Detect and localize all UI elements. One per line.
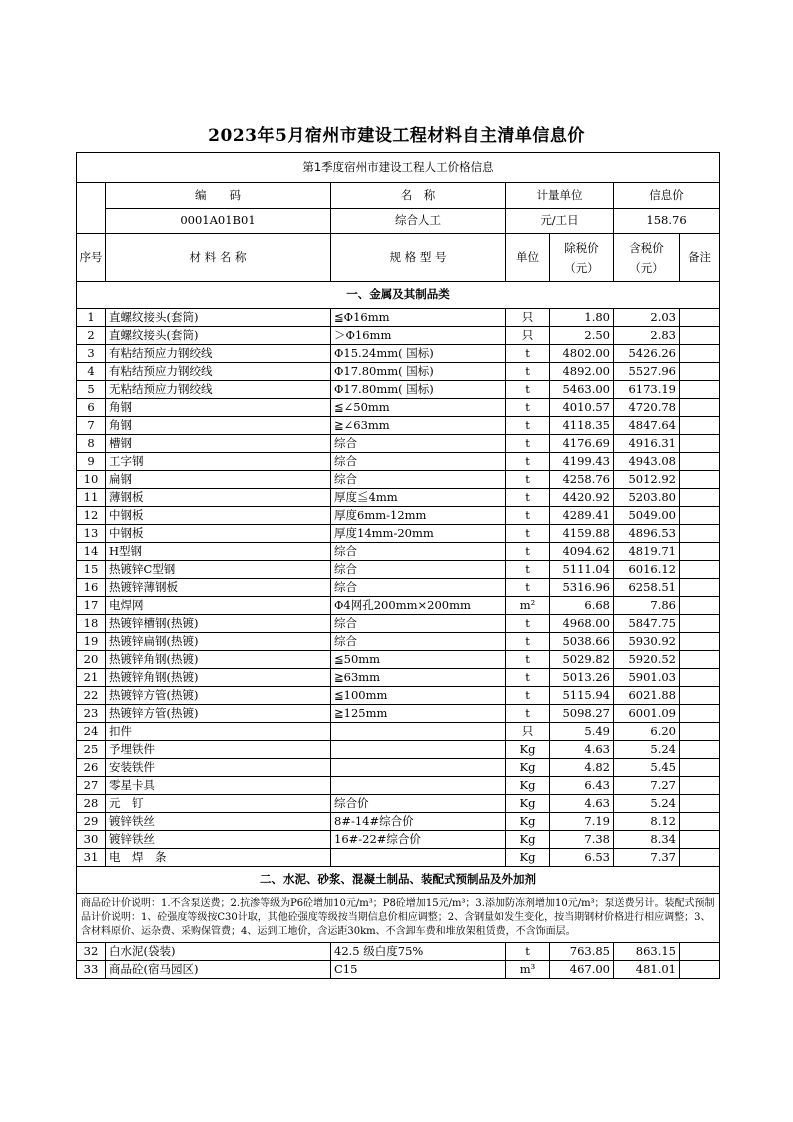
section-title: 一、金属及其制品类 — [77, 282, 720, 309]
row-seq: 4 — [77, 363, 106, 381]
row-taxed-price: 481.01 — [614, 961, 680, 979]
row-spec: 厚度6mm-12mm — [331, 507, 506, 525]
row-spec: 综合 — [331, 633, 506, 651]
table-row — [77, 345, 720, 363]
row-spec: ＞Φ16mm — [331, 327, 506, 345]
row-seq: 25 — [77, 741, 106, 759]
row-seq: 7 — [77, 417, 106, 435]
table-row — [77, 777, 720, 795]
row-taxed-price: 4720.78 — [614, 399, 680, 417]
row-spec — [331, 777, 506, 795]
row-material-name: 有粘结预应力钢绞线 — [106, 345, 331, 363]
row-pretax-price: 4094.62 — [550, 543, 614, 561]
row-pretax-price: 1.80 — [550, 309, 614, 327]
row-pretax-price: 5098.27 — [550, 705, 614, 723]
table-row — [77, 561, 720, 579]
row-pretax-price: 5029.82 — [550, 651, 614, 669]
table-row — [77, 669, 720, 687]
row-seq: 18 — [77, 615, 106, 633]
labor-blank-cell — [77, 183, 106, 234]
col-pretax — [550, 234, 614, 282]
row-material-name: 热镀锌方管(热镀) — [106, 705, 331, 723]
row-seq: 10 — [77, 471, 106, 489]
row-spec: C15 — [331, 961, 506, 979]
row-pretax-price: 4.63 — [550, 741, 614, 759]
row-pretax-price: 2.50 — [550, 327, 614, 345]
table-row — [77, 759, 720, 777]
row-remark — [680, 723, 720, 741]
row-spec: 综合 — [331, 579, 506, 597]
row-material-name: 热镀锌槽钢(热镀) — [106, 615, 331, 633]
row-spec: 16#-22#综合价 — [331, 831, 506, 849]
row-remark — [680, 579, 720, 597]
row-taxed-price: 8.12 — [614, 813, 680, 831]
row-seq: 14 — [77, 543, 106, 561]
table-row — [77, 327, 720, 345]
row-remark — [680, 651, 720, 669]
row-remark — [680, 831, 720, 849]
table-row — [77, 723, 720, 741]
col-spec: 规 格 型 号 — [331, 234, 506, 282]
row-unit: m³ — [506, 961, 550, 979]
row-taxed-price: 6016.12 — [614, 561, 680, 579]
row-pretax-price: 4118.35 — [550, 417, 614, 435]
row-unit: t — [506, 417, 550, 435]
row-material-name: 电 焊 条 — [106, 849, 331, 867]
row-pretax-price: 5316.96 — [550, 579, 614, 597]
row-taxed-price: 6021.88 — [614, 687, 680, 705]
row-material-name: 直螺纹接头(套筒) — [106, 327, 331, 345]
row-material-name: 热镀锌角钢(热镀) — [106, 651, 331, 669]
row-taxed-price: 7.86 — [614, 597, 680, 615]
row-spec: ≦∠50mm — [331, 399, 506, 417]
row-pretax-price: 4420.92 — [550, 489, 614, 507]
row-pretax-price: 4.82 — [550, 759, 614, 777]
row-taxed-price: 5527.96 — [614, 363, 680, 381]
labor-unit-header: 计量单位 — [506, 183, 614, 209]
row-pretax-price: 4289.41 — [550, 507, 614, 525]
row-taxed-price: 5920.52 — [614, 651, 680, 669]
row-material-name: 镀锌铁丝 — [106, 813, 331, 831]
row-taxed-price: 7.27 — [614, 777, 680, 795]
table-row — [77, 597, 720, 615]
row-material-name: 中钢板 — [106, 507, 331, 525]
labor-price-header: 信息价 — [614, 183, 720, 209]
row-seq: 28 — [77, 795, 106, 813]
row-unit: t — [506, 669, 550, 687]
col-taxed-line2: （元） — [629, 260, 664, 275]
row-material-name: 槽钢 — [106, 435, 331, 453]
table-row — [77, 453, 720, 471]
table-row — [77, 813, 720, 831]
row-material-name: 商品砼(宿马园区) — [106, 961, 331, 979]
row-remark — [680, 399, 720, 417]
row-unit: Kg — [506, 777, 550, 795]
row-remark — [680, 363, 720, 381]
col-seq: 序号 — [77, 234, 106, 282]
price-table — [76, 152, 720, 979]
row-pretax-price: 5463.00 — [550, 381, 614, 399]
col-remark: 备注 — [680, 234, 720, 282]
row-spec: ≧125mm — [331, 705, 506, 723]
row-taxed-price: 4819.71 — [614, 543, 680, 561]
row-pretax-price: 467.00 — [550, 961, 614, 979]
row-unit: m² — [506, 597, 550, 615]
row-remark — [680, 417, 720, 435]
section-note: 商品砼计价说明：1.不含泵送费；2.抗渗等级为P6砼增加10元/m³；P8砼增加15元/m³；3.添加防冻剂增加10元/m³；泵送费另计。装配式预制品计价说明：1、砼强度等级按C30计取，其他砼强度等级按当期信息价相应调整；2、含钢量如发生变化，按当期钢材价格进行相应调整；3、含材料原价、运杂费、采购保管费；4、运到工地价，含运距30km、不含卸车费和堆放架租赁费，不含饰面层。 — [77, 894, 720, 943]
row-taxed-price: 6.20 — [614, 723, 680, 741]
row-taxed-price: 4896.53 — [614, 525, 680, 543]
row-spec: 综合 — [331, 435, 506, 453]
row-remark — [680, 759, 720, 777]
row-unit: 只 — [506, 327, 550, 345]
row-remark — [680, 489, 720, 507]
row-spec — [331, 759, 506, 777]
labor-unit: 元/工日 — [506, 209, 614, 234]
row-unit: t — [506, 435, 550, 453]
row-taxed-price: 4847.64 — [614, 417, 680, 435]
row-seq: 8 — [77, 435, 106, 453]
row-taxed-price: 7.37 — [614, 849, 680, 867]
row-remark — [680, 597, 720, 615]
row-seq: 1 — [77, 309, 106, 327]
row-material-name: 直螺纹接头(套筒) — [106, 309, 331, 327]
row-remark — [680, 309, 720, 327]
row-unit: t — [506, 525, 550, 543]
row-unit: t — [506, 489, 550, 507]
row-material-name: 安装铁件 — [106, 759, 331, 777]
row-material-name: 热镀锌薄钢板 — [106, 579, 331, 597]
row-seq: 9 — [77, 453, 106, 471]
row-pretax-price: 4892.00 — [550, 363, 614, 381]
row-pretax-price: 4199.43 — [550, 453, 614, 471]
row-spec: ≦100mm — [331, 687, 506, 705]
row-material-name: 无粘结预应力钢绞线 — [106, 381, 331, 399]
row-remark — [680, 813, 720, 831]
row-seq: 13 — [77, 525, 106, 543]
row-taxed-price: 5012.92 — [614, 471, 680, 489]
table-row — [77, 705, 720, 723]
row-pretax-price: 6.68 — [550, 597, 614, 615]
row-pretax-price: 4.63 — [550, 795, 614, 813]
row-remark — [680, 507, 720, 525]
row-taxed-price: 6173.19 — [614, 381, 680, 399]
row-remark — [680, 943, 720, 961]
row-remark — [680, 381, 720, 399]
row-remark — [680, 795, 720, 813]
col-material: 材 料 名 称 — [106, 234, 331, 282]
row-unit: t — [506, 615, 550, 633]
row-taxed-price: 8.34 — [614, 831, 680, 849]
row-taxed-price: 5203.80 — [614, 489, 680, 507]
table-row — [77, 417, 720, 435]
table-row — [77, 525, 720, 543]
row-spec: 综合价 — [331, 795, 506, 813]
row-remark — [680, 741, 720, 759]
row-seq: 29 — [77, 813, 106, 831]
row-spec: Φ15.24mm( 国标) — [331, 345, 506, 363]
row-spec: 42.5 级白度75% — [331, 943, 506, 961]
table-row — [77, 741, 720, 759]
row-seq: 22 — [77, 687, 106, 705]
table-row — [77, 381, 720, 399]
row-unit: Kg — [506, 849, 550, 867]
row-pretax-price: 4802.00 — [550, 345, 614, 363]
labor-code-header: 编 码 — [106, 183, 331, 209]
row-seq: 23 — [77, 705, 106, 723]
row-material-name: 零星卡具 — [106, 777, 331, 795]
row-seq: 5 — [77, 381, 106, 399]
row-pretax-price: 4010.57 — [550, 399, 614, 417]
row-taxed-price: 4943.08 — [614, 453, 680, 471]
table-row — [77, 633, 720, 651]
row-remark — [680, 687, 720, 705]
row-taxed-price: 5930.92 — [614, 633, 680, 651]
row-seq: 3 — [77, 345, 106, 363]
row-taxed-price: 5.45 — [614, 759, 680, 777]
row-pretax-price: 5115.94 — [550, 687, 614, 705]
row-remark — [680, 435, 720, 453]
row-taxed-price: 5426.26 — [614, 345, 680, 363]
row-unit: t — [506, 471, 550, 489]
row-remark — [680, 471, 720, 489]
row-unit: Kg — [506, 831, 550, 849]
table-row — [77, 961, 720, 979]
row-spec — [331, 723, 506, 741]
labor-heading: 第1季度宿州市建设工程人工价格信息 — [77, 153, 720, 183]
row-spec: 综合 — [331, 543, 506, 561]
row-pretax-price: 7.38 — [550, 831, 614, 849]
row-pretax-price: 4258.76 — [550, 471, 614, 489]
row-material-name: 热镀锌角钢(热镀) — [106, 669, 331, 687]
row-unit: 只 — [506, 309, 550, 327]
row-spec: ≦50mm — [331, 651, 506, 669]
table-row — [77, 399, 720, 417]
row-taxed-price: 6258.51 — [614, 579, 680, 597]
row-material-name: 热镀锌方管(热镀) — [106, 687, 331, 705]
row-seq: 11 — [77, 489, 106, 507]
row-seq: 32 — [77, 943, 106, 961]
row-spec: 综合 — [331, 471, 506, 489]
row-taxed-price: 863.15 — [614, 943, 680, 961]
row-seq: 15 — [77, 561, 106, 579]
table-row — [77, 507, 720, 525]
row-material-name: 工字钢 — [106, 453, 331, 471]
row-unit: t — [506, 705, 550, 723]
table-row — [77, 579, 720, 597]
row-spec — [331, 741, 506, 759]
row-unit: t — [506, 345, 550, 363]
row-remark — [680, 453, 720, 471]
table-row — [77, 651, 720, 669]
row-pretax-price: 5013.26 — [550, 669, 614, 687]
row-unit: t — [506, 943, 550, 961]
row-unit: 只 — [506, 723, 550, 741]
row-remark — [680, 543, 720, 561]
labor-header-row — [77, 183, 720, 209]
row-taxed-price: 5.24 — [614, 795, 680, 813]
row-seq: 21 — [77, 669, 106, 687]
row-unit: t — [506, 453, 550, 471]
row-pretax-price: 7.19 — [550, 813, 614, 831]
row-pretax-price: 4968.00 — [550, 615, 614, 633]
col-taxed-line1: 含税价 — [629, 240, 664, 255]
row-pretax-price: 5111.04 — [550, 561, 614, 579]
row-seq: 19 — [77, 633, 106, 651]
row-seq: 16 — [77, 579, 106, 597]
col-unit: 单位 — [506, 234, 550, 282]
row-seq: 2 — [77, 327, 106, 345]
row-seq: 12 — [77, 507, 106, 525]
row-pretax-price: 763.85 — [550, 943, 614, 961]
row-pretax-price: 6.43 — [550, 777, 614, 795]
row-remark — [680, 633, 720, 651]
row-remark — [680, 345, 720, 363]
row-remark — [680, 705, 720, 723]
row-seq: 20 — [77, 651, 106, 669]
row-pretax-price: 5.49 — [550, 723, 614, 741]
row-unit: Kg — [506, 741, 550, 759]
labor-heading-row — [77, 153, 720, 183]
table-row — [77, 543, 720, 561]
section-header-row — [77, 867, 720, 894]
row-pretax-price: 5038.66 — [550, 633, 614, 651]
row-unit: Kg — [506, 759, 550, 777]
row-remark — [680, 849, 720, 867]
row-material-name: 扣件 — [106, 723, 331, 741]
row-seq: 24 — [77, 723, 106, 741]
row-remark — [680, 777, 720, 795]
table-row — [77, 435, 720, 453]
row-seq: 17 — [77, 597, 106, 615]
row-unit: t — [506, 507, 550, 525]
row-remark — [680, 327, 720, 345]
row-taxed-price: 5049.00 — [614, 507, 680, 525]
table-row — [77, 363, 720, 381]
row-spec: 综合 — [331, 453, 506, 471]
row-material-name: 予埋铁件 — [106, 741, 331, 759]
row-pretax-price: 4159.88 — [550, 525, 614, 543]
table-row — [77, 489, 720, 507]
row-spec: 综合 — [331, 561, 506, 579]
row-spec: ≧63mm — [331, 669, 506, 687]
row-spec: 厚度≦4mm — [331, 489, 506, 507]
row-remark — [680, 669, 720, 687]
col-pretax-line2: （元） — [564, 260, 599, 275]
row-material-name: 扁钢 — [106, 471, 331, 489]
col-taxed — [614, 234, 680, 282]
row-pretax-price: 4176.69 — [550, 435, 614, 453]
row-taxed-price: 5847.75 — [614, 615, 680, 633]
section-title: 二、水泥、砂浆、混凝土制品、装配式预制品及外加剂 — [77, 867, 720, 894]
row-taxed-price: 6001.09 — [614, 705, 680, 723]
row-spec: 厚度14mm-20mm — [331, 525, 506, 543]
row-material-name: 中钢板 — [106, 525, 331, 543]
table-row — [77, 795, 720, 813]
row-remark — [680, 961, 720, 979]
row-material-name: 镀锌铁丝 — [106, 831, 331, 849]
row-spec: Φ17.80mm( 国标) — [331, 381, 506, 399]
row-taxed-price: 2.03 — [614, 309, 680, 327]
column-header-row — [77, 234, 720, 282]
col-pretax-line1: 除税价 — [564, 240, 599, 255]
row-material-name: 角钢 — [106, 399, 331, 417]
row-material-name: 白水泥(袋装) — [106, 943, 331, 961]
labor-name: 综合人工 — [331, 209, 506, 234]
row-spec: Φ17.80mm( 国标) — [331, 363, 506, 381]
row-unit: t — [506, 651, 550, 669]
row-taxed-price: 2.83 — [614, 327, 680, 345]
row-unit: t — [506, 381, 550, 399]
row-unit: t — [506, 561, 550, 579]
row-remark — [680, 525, 720, 543]
table-row — [77, 471, 720, 489]
row-spec — [331, 849, 506, 867]
page-title: 2023年5月宿州市建设工程材料自主清单信息价 — [208, 126, 585, 146]
row-unit: Kg — [506, 795, 550, 813]
table-row — [77, 615, 720, 633]
row-unit: Kg — [506, 813, 550, 831]
row-seq: 33 — [77, 961, 106, 979]
table-row — [77, 309, 720, 327]
row-seq: 31 — [77, 849, 106, 867]
row-taxed-price: 5.24 — [614, 741, 680, 759]
row-material-name: 热镀锌扁钢(热镀) — [106, 633, 331, 651]
row-material-name: 角钢 — [106, 417, 331, 435]
row-material-name: 热镀锌C型钢 — [106, 561, 331, 579]
row-seq: 27 — [77, 777, 106, 795]
table-row — [77, 849, 720, 867]
row-material-name: H型钢 — [106, 543, 331, 561]
row-material-name: 元 钉 — [106, 795, 331, 813]
row-spec: 8#-14#综合价 — [331, 813, 506, 831]
labor-code: 0001A01B01 — [106, 209, 331, 234]
row-spec: ≦Φ16mm — [331, 309, 506, 327]
row-unit: t — [506, 543, 550, 561]
table-row — [77, 831, 720, 849]
row-spec: 综合 — [331, 615, 506, 633]
row-unit: t — [506, 633, 550, 651]
section-header-row — [77, 282, 720, 309]
labor-name-header: 名 称 — [331, 183, 506, 209]
row-remark — [680, 615, 720, 633]
row-pretax-price: 6.53 — [550, 849, 614, 867]
row-seq: 30 — [77, 831, 106, 849]
row-taxed-price: 5901.03 — [614, 669, 680, 687]
row-unit: t — [506, 579, 550, 597]
row-remark — [680, 561, 720, 579]
row-material-name: 薄钢板 — [106, 489, 331, 507]
row-unit: t — [506, 363, 550, 381]
table-row — [77, 687, 720, 705]
section-note-row — [77, 894, 720, 943]
labor-value-row — [77, 209, 720, 234]
row-unit: t — [506, 687, 550, 705]
row-spec: ≧∠63mm — [331, 417, 506, 435]
row-spec: Φ4网孔200mm×200mm — [331, 597, 506, 615]
row-material-name: 电焊网 — [106, 597, 331, 615]
row-taxed-price: 4916.31 — [614, 435, 680, 453]
labor-price: 158.76 — [614, 209, 720, 234]
row-seq: 26 — [77, 759, 106, 777]
table-row — [77, 943, 720, 961]
row-seq: 6 — [77, 399, 106, 417]
row-unit: t — [506, 399, 550, 417]
row-material-name: 有粘结预应力钢绞线 — [106, 363, 331, 381]
